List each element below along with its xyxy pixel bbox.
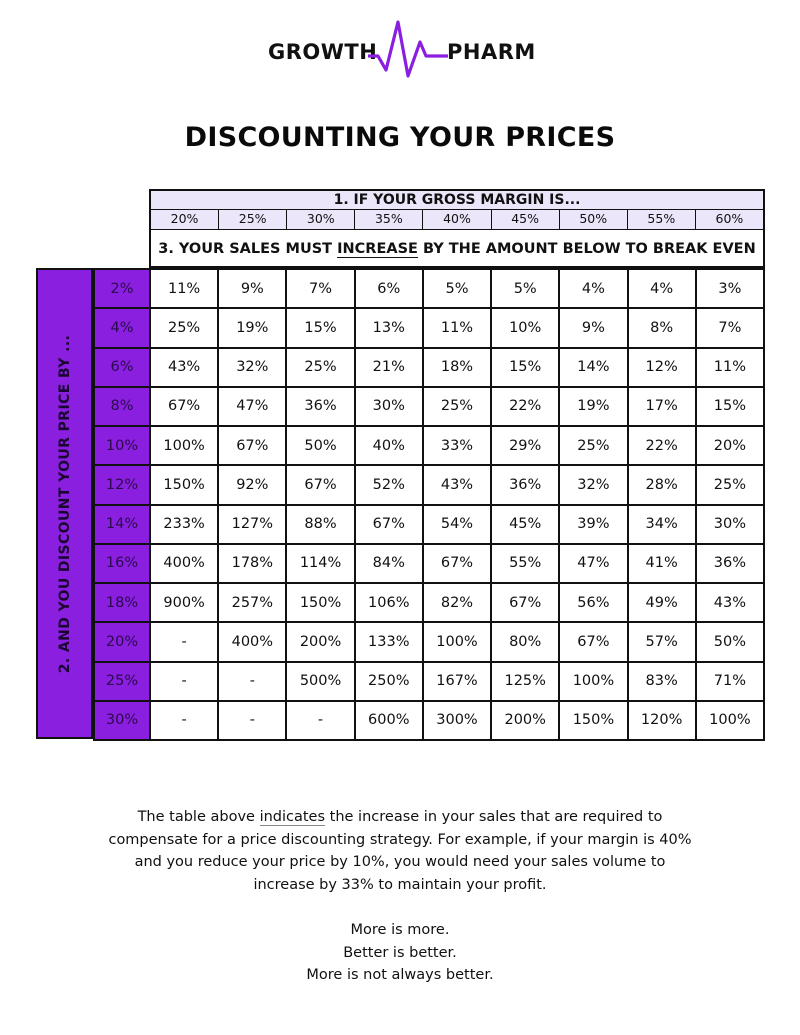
breakeven-value-cell: 178% (218, 544, 286, 583)
discount-cell: 18% (94, 583, 150, 622)
breakeven-value-cell: 67% (218, 426, 286, 465)
breakeven-value-cell: 257% (218, 583, 286, 622)
table-row (94, 544, 764, 583)
discount-cell: 16% (94, 544, 150, 583)
breakeven-value-cell: 43% (696, 583, 764, 622)
breakeven-value-cell: 300% (423, 701, 491, 740)
breakeven-value-cell: 15% (696, 387, 764, 426)
margin-column-header: 35% (355, 210, 423, 229)
breakeven-value-cell: 15% (491, 348, 559, 387)
breakeven-value-cell: 15% (286, 308, 354, 347)
breakeven-value-cell: 50% (286, 426, 354, 465)
breakeven-value-cell: 36% (286, 387, 354, 426)
breakeven-value-cell: 5% (491, 269, 559, 308)
explanation-line-1-suffix: the increase in your sales that are required to (325, 809, 663, 825)
breakeven-value-cell: 22% (491, 387, 559, 426)
table-row (94, 426, 764, 465)
breakeven-value-cell: 67% (559, 622, 627, 661)
breakeven-value-cell: 54% (423, 505, 491, 544)
discount-cell: 14% (94, 505, 150, 544)
table-header (149, 189, 765, 268)
sales-heading-prefix: 3. YOUR SALES MUST (158, 241, 338, 257)
breakeven-value-cell: 32% (218, 348, 286, 387)
breakeven-value-cell: 25% (423, 387, 491, 426)
breakeven-value-cell: 100% (423, 622, 491, 661)
table-row (94, 387, 764, 426)
breakeven-value-cell: 167% (423, 662, 491, 701)
breakeven-value-cell: 8% (628, 308, 696, 347)
breakeven-value-cell: - (286, 701, 354, 740)
breakeven-value-cell: 3% (696, 269, 764, 308)
table-row (94, 701, 764, 740)
breakeven-value-cell: 11% (696, 348, 764, 387)
breakeven-value-cell: 45% (491, 505, 559, 544)
discount-cell: 4% (94, 308, 150, 347)
breakeven-value-cell: 82% (423, 583, 491, 622)
breakeven-value-cell: 36% (491, 465, 559, 504)
breakeven-value-cell: 14% (559, 348, 627, 387)
breakeven-value-cell: 30% (696, 505, 764, 544)
breakeven-value-cell: 67% (355, 505, 423, 544)
breakeven-value-cell: 20% (696, 426, 764, 465)
discount-cell: 2% (94, 269, 150, 308)
discount-cell: 8% (94, 387, 150, 426)
margin-column-header: 45% (492, 210, 560, 229)
table-row (94, 622, 764, 661)
breakeven-value-cell: 500% (286, 662, 354, 701)
breakeven-value-cell: 36% (696, 544, 764, 583)
breakeven-value-cell: 71% (696, 662, 764, 701)
breakeven-value-cell: 52% (355, 465, 423, 504)
breakeven-value-cell: 120% (628, 701, 696, 740)
breakeven-value-cell: 92% (218, 465, 286, 504)
breakeven-value-cell: 56% (559, 583, 627, 622)
breakeven-value-cell: 84% (355, 544, 423, 583)
heartbeat-pulse-icon (368, 18, 448, 80)
breakeven-value-cell: 25% (286, 348, 354, 387)
breakeven-value-cell: - (150, 622, 218, 661)
breakeven-value-cell: 11% (423, 308, 491, 347)
breakeven-value-cell: 9% (218, 269, 286, 308)
page-title: DISCOUNTING YOUR PRICES (184, 122, 616, 153)
discount-cell: 10% (94, 426, 150, 465)
breakeven-value-cell: - (150, 701, 218, 740)
breakeven-value-cell: 200% (491, 701, 559, 740)
sales-heading-emphasis: INCREASE (337, 241, 418, 257)
breakeven-value-cell: 150% (150, 465, 218, 504)
breakeven-value-cell: 10% (491, 308, 559, 347)
discount-axis-label-box (36, 268, 93, 739)
logo-text-pharm: PHARM (447, 40, 536, 64)
breakeven-value-cell: - (218, 701, 286, 740)
breakeven-value-cell: 41% (628, 544, 696, 583)
breakeven-value-cell: 25% (150, 308, 218, 347)
discount-cell: 6% (94, 348, 150, 387)
table-row (94, 308, 764, 347)
breakeven-value-cell: 400% (218, 622, 286, 661)
breakeven-value-cell: 49% (628, 583, 696, 622)
breakeven-value-cell: 900% (150, 583, 218, 622)
breakeven-value-cell: 100% (696, 701, 764, 740)
breakeven-value-cell: 25% (696, 465, 764, 504)
breakeven-value-cell: 43% (150, 348, 218, 387)
breakeven-value-cell: 11% (150, 269, 218, 308)
breakeven-value-cell: 43% (423, 465, 491, 504)
breakeven-value-cell: 114% (286, 544, 354, 583)
breakeven-value-cell: 19% (218, 308, 286, 347)
breakeven-value-cell: 67% (491, 583, 559, 622)
margin-column-header: 40% (423, 210, 491, 229)
breakeven-value-cell: 19% (559, 387, 627, 426)
breakeven-value-cell: 13% (355, 308, 423, 347)
breakeven-value-cell: 18% (423, 348, 491, 387)
breakeven-value-cell: 29% (491, 426, 559, 465)
breakeven-value-cell: 100% (150, 426, 218, 465)
discount-cell: 25% (94, 662, 150, 701)
breakeven-value-cell: 28% (628, 465, 696, 504)
breakeven-value-cell: 9% (559, 308, 627, 347)
sales-increase-heading (151, 230, 763, 268)
breakeven-value-cell: 47% (218, 387, 286, 426)
breakeven-value-cell: 67% (286, 465, 354, 504)
breakeven-value-cell: 200% (286, 622, 354, 661)
breakeven-value-cell: 125% (491, 662, 559, 701)
explanation-line-2: compensate for a price discounting strategy. For example, if your margin is 40% (108, 831, 692, 848)
breakeven-value-cell: 55% (491, 544, 559, 583)
table-row (94, 505, 764, 544)
table-row (94, 269, 764, 308)
breakeven-value-cell: 25% (559, 426, 627, 465)
margin-column-header: 30% (287, 210, 355, 229)
breakeven-value-cell: 39% (559, 505, 627, 544)
explanation-line-3: and you reduce your price by 10%, you would need your sales volume to (134, 854, 666, 870)
breakeven-value-cell: 83% (628, 662, 696, 701)
breakeven-value-cell: - (218, 662, 286, 701)
breakeven-value-cell: 22% (628, 426, 696, 465)
table-row (94, 348, 764, 387)
margin-columns (151, 210, 763, 230)
breakeven-value-cell: 127% (218, 505, 286, 544)
breakeven-value-cell: 6% (355, 269, 423, 308)
quote-line: Better is better. (343, 944, 457, 961)
breakeven-value-cell: 30% (355, 387, 423, 426)
quote-line: More is more. (350, 922, 450, 938)
breakeven-value-cell: 47% (559, 544, 627, 583)
breakeven-value-cell: 4% (559, 269, 627, 308)
sales-heading-suffix: BY THE AMOUNT BELOW TO BREAK EVEN (417, 241, 756, 257)
breakeven-value-cell: 67% (150, 387, 218, 426)
explanation-line-4: increase by 33% to maintain your profit. (253, 876, 547, 893)
breakeven-value-cell: 7% (696, 308, 764, 347)
breakeven-value-cell: 150% (559, 701, 627, 740)
explanation-line-1-prefix: The table above (137, 809, 260, 825)
breakeven-value-cell: 33% (423, 426, 491, 465)
breakeven-value-cell: 4% (628, 269, 696, 308)
breakeven-value-cell: 12% (628, 348, 696, 387)
breakeven-value-cell: 50% (696, 622, 764, 661)
breakeven-value-cell: 67% (423, 544, 491, 583)
logo-text-growth: GROWTH (268, 40, 378, 64)
discount-cell: 30% (94, 701, 150, 740)
margin-column-header: 50% (560, 210, 628, 229)
breakeven-value-cell: 133% (355, 622, 423, 661)
table-row (94, 465, 764, 504)
breakeven-value-cell: 57% (628, 622, 696, 661)
margin-column-header: 25% (219, 210, 287, 229)
table-row (94, 662, 764, 701)
breakeven-value-cell: 106% (355, 583, 423, 622)
margin-column-header: 60% (696, 210, 763, 229)
breakeven-value-cell: 40% (355, 426, 423, 465)
breakeven-value-cell: 80% (491, 622, 559, 661)
breakeven-value-cell: 21% (355, 348, 423, 387)
margin-column-header: 20% (151, 210, 219, 229)
quote-line: More is not always better. (306, 967, 494, 983)
breakeven-value-cell: 5% (423, 269, 491, 308)
quotes (0, 919, 800, 987)
breakeven-value-cell: 32% (559, 465, 627, 504)
breakeven-value-cell: 250% (355, 662, 423, 701)
breakeven-value-cell: 100% (559, 662, 627, 701)
discount-axis-label: 2. AND YOU DISCOUNT YOUR PRICE BY ... (56, 334, 73, 673)
breakeven-table (93, 268, 765, 741)
growth-pharm-logo (0, 18, 800, 80)
breakeven-value-cell: 150% (286, 583, 354, 622)
breakeven-value-cell: - (150, 662, 218, 701)
discount-cell: 12% (94, 465, 150, 504)
breakeven-value-cell: 7% (286, 269, 354, 308)
margin-column-header: 55% (628, 210, 696, 229)
breakeven-value-cell: 17% (628, 387, 696, 426)
explanation-line-1 (0, 806, 800, 829)
table-row (94, 583, 764, 622)
breakeven-value-cell: 88% (286, 505, 354, 544)
explanation-emphasis: indicates (259, 809, 326, 825)
gross-margin-heading: 1. IF YOUR GROSS MARGIN IS... (151, 191, 763, 210)
breakeven-value-cell: 34% (628, 505, 696, 544)
breakeven-value-cell: 600% (355, 701, 423, 740)
breakeven-value-cell: 400% (150, 544, 218, 583)
discount-cell: 20% (94, 622, 150, 661)
explanation-text (0, 806, 800, 896)
breakeven-value-cell: 233% (150, 505, 218, 544)
